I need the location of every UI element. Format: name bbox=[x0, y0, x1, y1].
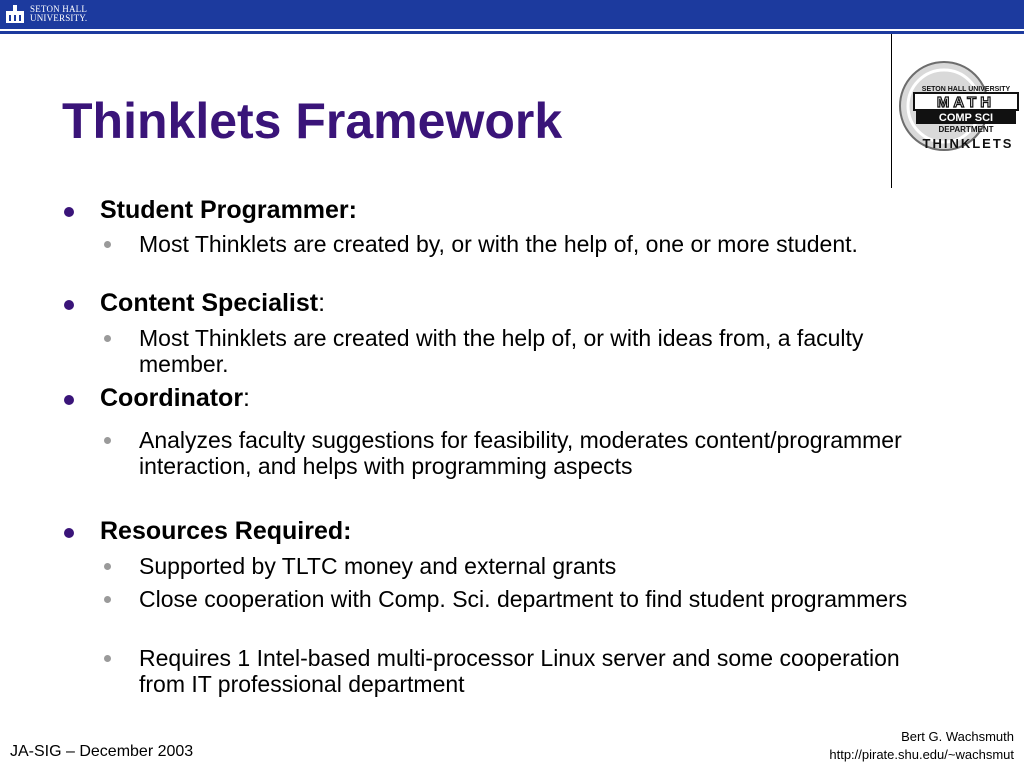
sub-bullet: Most Thinklets are created with the help of, or with ideas from, a faculty member. bbox=[139, 325, 919, 377]
sub-bullet: Close cooperation with Comp. Sci. department to find student programmers bbox=[139, 586, 919, 612]
bullet-student-programmer bbox=[100, 196, 357, 225]
university-name-line1: SETON HALL bbox=[30, 4, 88, 14]
bullet-resources-required bbox=[100, 517, 351, 546]
bullet-heading: Coordinator bbox=[100, 384, 244, 412]
slide-title: Thinklets Framework bbox=[62, 93, 563, 149]
bullet-heading: Resources Required: bbox=[100, 517, 352, 545]
building-icon bbox=[4, 3, 26, 25]
dept-logo-department: DEPARTMENT bbox=[938, 125, 994, 134]
sub-bullet: Supported by TLTC money and external grants bbox=[139, 553, 919, 579]
dept-logo bbox=[894, 60, 1022, 160]
vertical-divider bbox=[891, 34, 892, 188]
footer-author: Bert G. Wachsmuth bbox=[901, 729, 1014, 744]
sub-bullet: Requires 1 Intel-based multi-processor Linux server and some cooperation from IT professional department bbox=[139, 645, 919, 697]
dept-logo-math: MATH bbox=[936, 94, 996, 111]
bullet-heading-colon: : bbox=[243, 384, 250, 412]
header-bar bbox=[0, 0, 1024, 29]
dept-logo-compsci: COMP SCI bbox=[938, 112, 994, 124]
university-logo bbox=[4, 3, 87, 25]
sub-bullet: Most Thinklets are created by, or with the help of, one or more student. bbox=[139, 231, 919, 257]
sub-bullet: Analyzes faculty suggestions for feasibility, moderates content/programmer interaction, and helps with programming aspects bbox=[139, 427, 919, 479]
bullet-heading: Student Programmer: bbox=[100, 196, 357, 224]
university-name-line2: UNIVERSITY. bbox=[30, 13, 88, 23]
dept-logo-thinklets: THINKLETS bbox=[922, 136, 1014, 151]
footer-credit bbox=[829, 728, 1014, 764]
header-rule bbox=[0, 31, 1024, 34]
footer-event: JA-SIG – December 2003 bbox=[10, 743, 194, 760]
bullet-coordinator bbox=[100, 384, 250, 413]
bullet-content-specialist bbox=[100, 289, 325, 318]
bullet-heading-colon: : bbox=[318, 289, 326, 317]
bullet-heading: Content Specialist bbox=[100, 289, 319, 317]
dept-logo-top-text: SETON HALL UNIVERSITY bbox=[921, 86, 1011, 93]
footer-url[interactable]: http://pirate.shu.edu/~wachsmut bbox=[829, 747, 1014, 762]
